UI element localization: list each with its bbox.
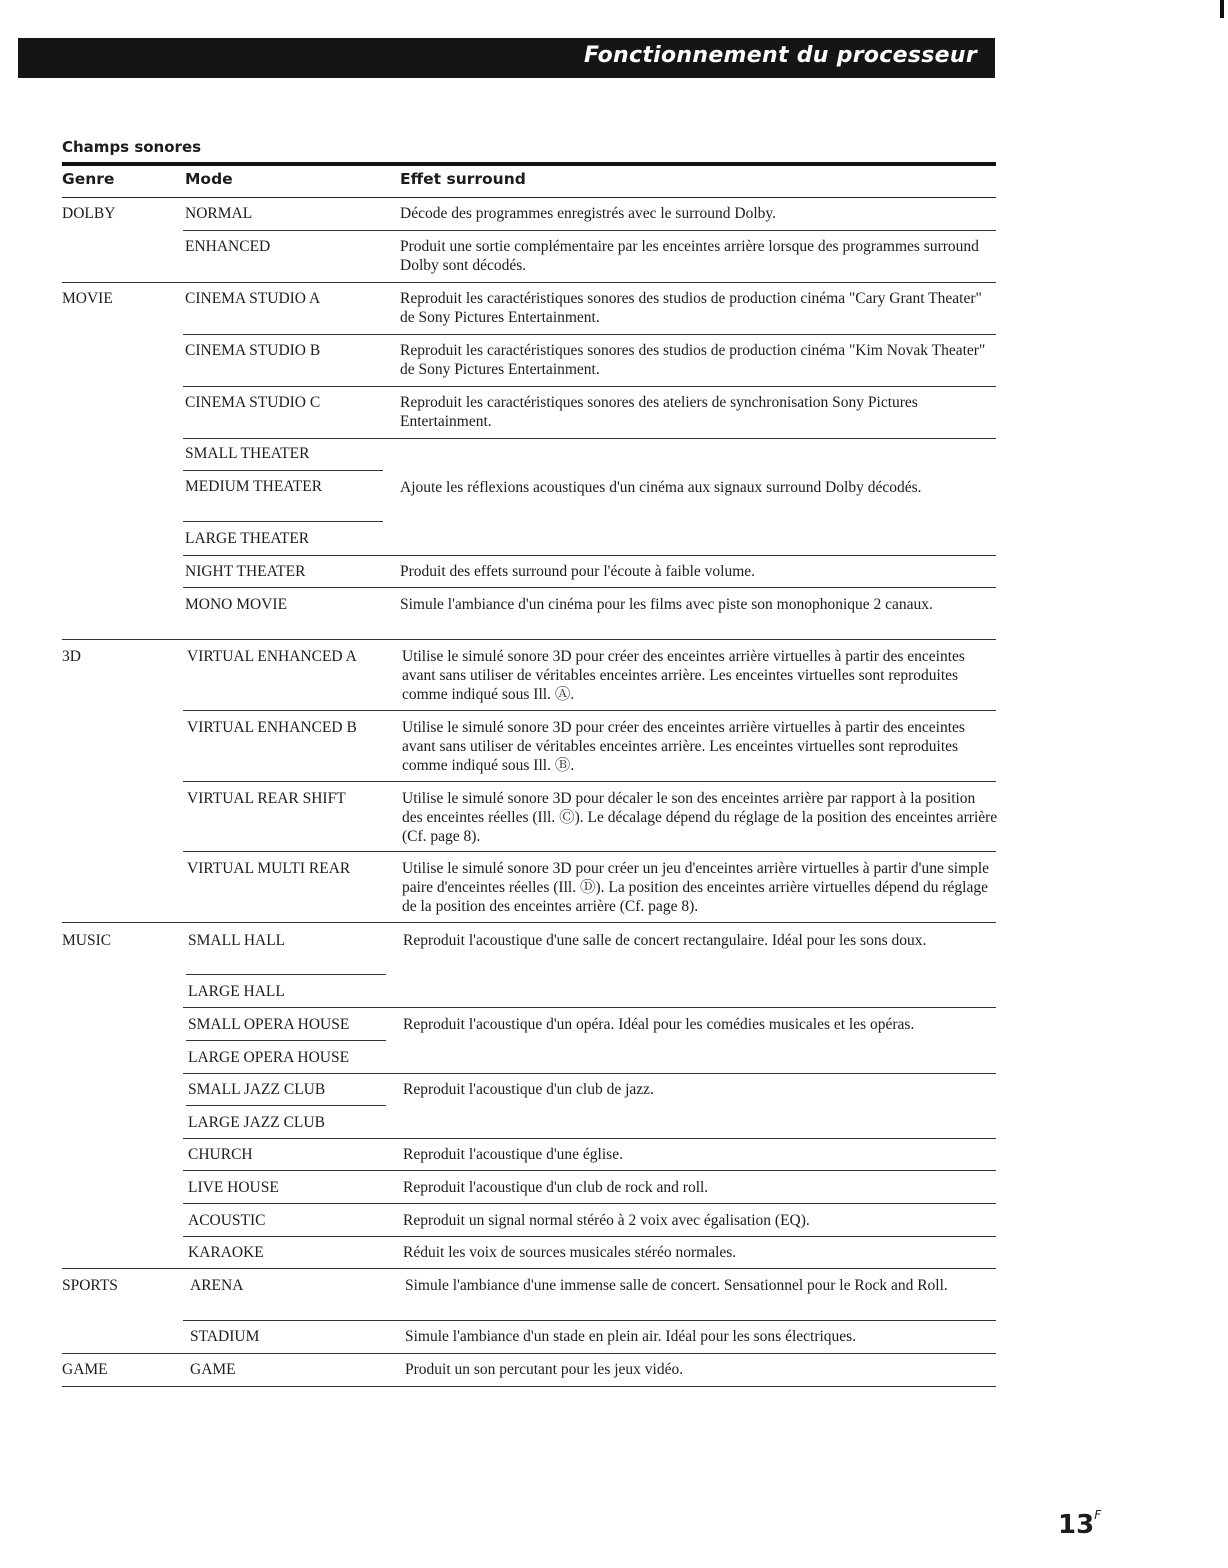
mode-label: VIRTUAL MULTI REAR (187, 860, 351, 877)
mode-label: CINEMA STUDIO B (185, 342, 321, 359)
column-header-effect: Effet surround (400, 170, 526, 188)
row-separator (183, 1320, 996, 1321)
effect-description: Ajoute les réflexions acoustiques d'un cinéma aux signaux surround Dolby décodés. (400, 479, 922, 496)
section-title: Champs sonores (62, 138, 202, 156)
header-banner (18, 38, 995, 78)
column-header-mode: Mode (185, 170, 233, 188)
mode-label: LARGE HALL (188, 983, 285, 1000)
row-separator (183, 587, 996, 588)
mode-label: NIGHT THEATER (185, 563, 306, 580)
effect-description: Produit des effets surround pour l'écoute à faible volume. (400, 563, 756, 580)
mode-label: SMALL HALL (188, 932, 286, 949)
effect-description: Reproduit les caractéristiques sonores des studios de production cinéma "Cary Grant Theater" de Sony Pictures Entertainment. (400, 290, 982, 326)
effect-description: Produit un son percutant pour les jeux vidéo. (405, 1361, 684, 1378)
effect-description: Utilise le simulé sonore 3D pour créer des enceintes arrière virtuelles à partir des enceintes avant sans utiliser de véritables enceintes arrière. Les enceintes virtuelles sont reproduites comme indiqué sous Ill. Ⓑ. (402, 719, 965, 774)
row-separator (183, 334, 996, 335)
group-separator (62, 922, 996, 923)
mode-label: LARGE THEATER (185, 530, 310, 547)
row-separator (183, 1170, 996, 1171)
mode-label: SMALL THEATER (185, 445, 310, 462)
effect-description: Reproduit l'acoustique d'un opéra. Idéal pour les comédies musicales et les opéras. (403, 1016, 915, 1033)
mode-label: STADIUM (190, 1328, 260, 1345)
genre-label: 3D (62, 648, 81, 665)
mode-separator (186, 1040, 386, 1041)
effect-description: Simule l'ambiance d'un cinéma pour les films avec piste son monophonique 2 canaux. (400, 596, 933, 613)
row-separator (183, 230, 996, 231)
page-number-suffix: F (1094, 1508, 1102, 1522)
effect-description: Produit une sortie complémentaire par les enceintes arrière lorsque des programmes surround Dolby sont décodés. (400, 238, 979, 274)
row-separator (183, 1203, 996, 1204)
mode-label: CHURCH (188, 1146, 253, 1163)
mode-label: LARGE JAZZ CLUB (188, 1114, 325, 1131)
mode-label: SMALL OPERA HOUSE (188, 1016, 350, 1033)
genre-label: DOLBY (62, 205, 116, 222)
group-separator (62, 282, 996, 283)
row-separator (183, 1073, 996, 1074)
effect-description: Utilise le simulé sonore 3D pour créer des enceintes arrière virtuelles à partir des enceintes avant sans utiliser de véritables enceintes arrière. Les enceintes virtuelles sont reproduites comme indiqué sous Ill. Ⓐ. (402, 648, 965, 703)
row-separator (183, 1236, 996, 1237)
row-separator (183, 555, 996, 556)
genre-label: MUSIC (62, 932, 112, 949)
effect-description: Utilise le simulé sonore 3D pour décaler le son des enceintes arrière par rapport à la position des enceintes réelles (Ill. Ⓒ). Le décalage dépend du réglage de la position des enceintes arrière (Cf. page 8). (402, 790, 998, 845)
group-separator (62, 1386, 996, 1387)
mode-label: SMALL JAZZ CLUB (188, 1081, 326, 1098)
effect-description: Reproduit l'acoustique d'un club de rock and roll. (403, 1179, 709, 1196)
mode-label: NORMAL (185, 205, 253, 222)
genre-label: SPORTS (62, 1277, 118, 1294)
row-separator (183, 781, 996, 782)
mode-label: LIVE HOUSE (188, 1179, 279, 1196)
row-separator (183, 438, 996, 439)
page-title: Fonctionnement du processeur (583, 43, 977, 68)
mode-label: MEDIUM THEATER (185, 478, 323, 495)
mode-label: CINEMA STUDIO C (185, 394, 321, 411)
genre-label: GAME (62, 1361, 108, 1378)
effect-description: Reproduit l'acoustique d'une salle de concert rectangulaire. Idéal pour les sons doux. (403, 932, 927, 949)
effect-description: Reproduit un signal normal stéréo à 2 voix avec égalisation (EQ). (403, 1212, 810, 1229)
mode-separator (183, 470, 383, 471)
row-separator (183, 1007, 996, 1008)
mode-label: KARAOKE (188, 1244, 264, 1261)
mode-separator (183, 521, 383, 522)
effect-description: Simule l'ambiance d'un stade en plein air. Idéal pour les sons électriques. (405, 1328, 857, 1345)
mode-label: LARGE OPERA HOUSE (188, 1049, 350, 1066)
mode-label: VIRTUAL REAR SHIFT (187, 790, 346, 807)
mode-label: VIRTUAL ENHANCED A (187, 648, 357, 665)
group-separator (62, 639, 996, 640)
effect-description: Décode des programmes enregistrés avec le surround Dolby. (400, 205, 777, 222)
mode-label: CINEMA STUDIO A (185, 290, 321, 307)
mode-label: ENHANCED (185, 238, 271, 255)
row-separator (183, 386, 996, 387)
margin-mark (1220, 0, 1224, 18)
group-separator (62, 1353, 996, 1354)
effect-description: Reproduit l'acoustique d'une église. (403, 1146, 623, 1163)
effect-description: Simule l'ambiance d'une immense salle de concert. Sensationnel pour le Rock and Roll. (405, 1277, 948, 1294)
mode-label: ARENA (190, 1277, 244, 1294)
row-separator (183, 851, 996, 852)
mode-label: ACOUSTIC (188, 1212, 266, 1229)
mode-separator (186, 1105, 386, 1106)
page-number-value: 13 (1058, 1510, 1095, 1540)
row-separator (183, 710, 996, 711)
row-separator (183, 1138, 996, 1139)
page-number (1058, 1510, 1101, 1540)
mode-separator (186, 974, 386, 975)
effect-description: Reproduit les caractéristiques sonores des studios de production cinéma "Kim Novak Theater" de Sony Pictures Entertainment. (400, 342, 986, 378)
mode-label: VIRTUAL ENHANCED B (187, 719, 357, 736)
header-rule (62, 197, 996, 198)
mode-label: GAME (190, 1361, 236, 1378)
effect-description: Réduit les voix de sources musicales stéréo normales. (403, 1244, 737, 1261)
genre-label: MOVIE (62, 290, 113, 307)
effect-description: Reproduit les caractéristiques sonores des ateliers de synchronisation Sony Pictures Entertainment. (400, 394, 918, 430)
table-top-rule (62, 162, 996, 166)
group-separator (62, 1268, 996, 1269)
mode-label: MONO MOVIE (185, 596, 288, 613)
column-header-genre: Genre (62, 170, 115, 188)
effect-description: Utilise le simulé sonore 3D pour créer un jeu d'enceintes arrière virtuelles à partir d'une simple paire d'enceintes réelles (Ill. Ⓓ). La position des enceintes arrière virtuelles dépend du réglage de la position des enceintes arrière (Cf. page 8). (402, 860, 990, 915)
effect-description: Reproduit l'acoustique d'un club de jazz. (403, 1081, 654, 1098)
